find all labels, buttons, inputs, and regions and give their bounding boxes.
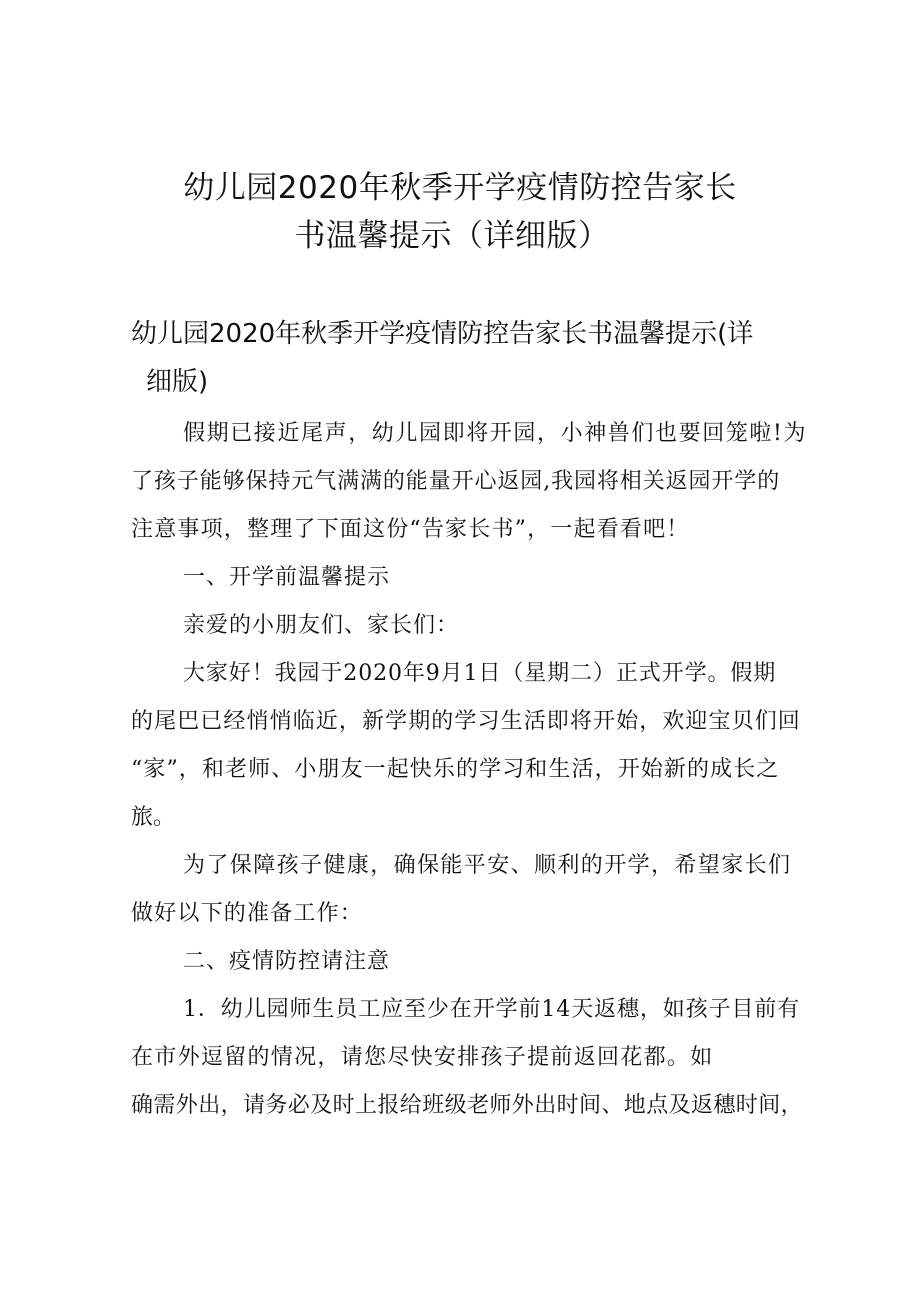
paragraph-line: 做好以下的准备工作： [131,901,364,926]
document-title-line2: 书温馨提示（详细版） [294,218,610,254]
greeting-line: 亲爱的小朋友们、家长们： [183,613,460,638]
paragraph-line: 为了保障孩子健康，确保能平安、顺利的开学，希望家长们 [183,853,792,878]
paragraph-line: 大家好！我园于2020年9月1日（星期二）正式开学。假期 [183,661,777,686]
document-title-line1: 幼儿园2020年秋季开学疫情防控告家长 [183,170,737,206]
paragraph-line: 1．幼儿园师生员工应至少在开学前14天返穗，如孩子目前有 [183,997,801,1022]
paragraph-line: 注意事项，整理了下面这份“告家长书”，一起看看吧！ [131,517,690,542]
paragraph-line: 了孩子能够保持元气满满的能量开心返园,我园将相关返园开学的 [131,469,781,494]
section-label: 一、开学前温馨提示 [183,565,391,590]
paragraph-line: 假期已接近尾声，幼儿园即将开园，小神兽们也要回笼啦!为 [183,421,808,446]
section-label: 二、疫情防控请注意 [183,949,391,974]
paragraph-line: 旅。 [131,805,176,830]
paragraph-line: 确需外出，请务必及时上报给班级老师外出时间、地点及返穗时间， [131,1093,804,1118]
section-heading-line1: 幼儿园2020年秋季开学疫情防控告家长书温馨提示(详 [131,319,754,349]
paragraph-line: “家”，和老师、小朋友一起快乐的学习和生活，开始新的成长之 [131,757,780,782]
paragraph-line: 在市外逗留的情况，请您尽快安排孩子提前返回花都。如 [131,1045,714,1070]
paragraph-line: 的尾巴已经悄悄临近，新学期的学习生活即将开始，欢迎宝贝们回 [131,709,801,734]
section-heading-line2: 细版) [146,367,209,397]
